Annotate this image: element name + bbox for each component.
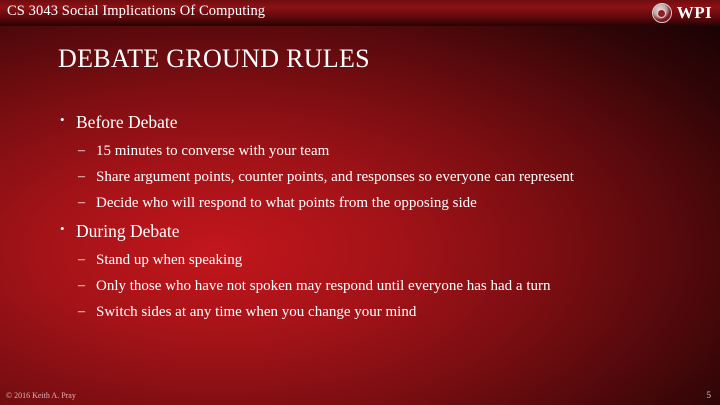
bullet-level2: – Share argument points, counter points, and responses so everyone can represent <box>58 168 668 186</box>
bullet-level2: – Stand up when speaking <box>58 251 668 269</box>
page-number: 5 <box>706 390 711 400</box>
bullet-level2: – Decide who will respond to what points from the opposing side <box>58 194 668 212</box>
wpi-logo-text: WPI <box>676 3 712 22</box>
slide-header-bar <box>0 0 720 26</box>
wpi-seal-icon <box>652 3 672 23</box>
course-title: CS 3043 Social Implications Of Computing <box>7 3 266 19</box>
slide-body <box>58 104 668 322</box>
copyright-text: © 2016 Keith A. Pray <box>6 391 76 400</box>
bullet-level1: • Before Debate <box>58 112 668 134</box>
bullet-level2: – Only those who have not spoken may respond until everyone has had a turn <box>58 277 668 295</box>
bullet-level2: – Switch sides at any time when you change your mind <box>58 303 668 321</box>
bullet-level2: – 15 minutes to converse with your team <box>58 142 668 160</box>
wpi-logo <box>652 2 712 24</box>
bullet-level1: • During Debate <box>58 221 668 243</box>
page-title: DEBATE GROUND RULES <box>58 44 370 73</box>
